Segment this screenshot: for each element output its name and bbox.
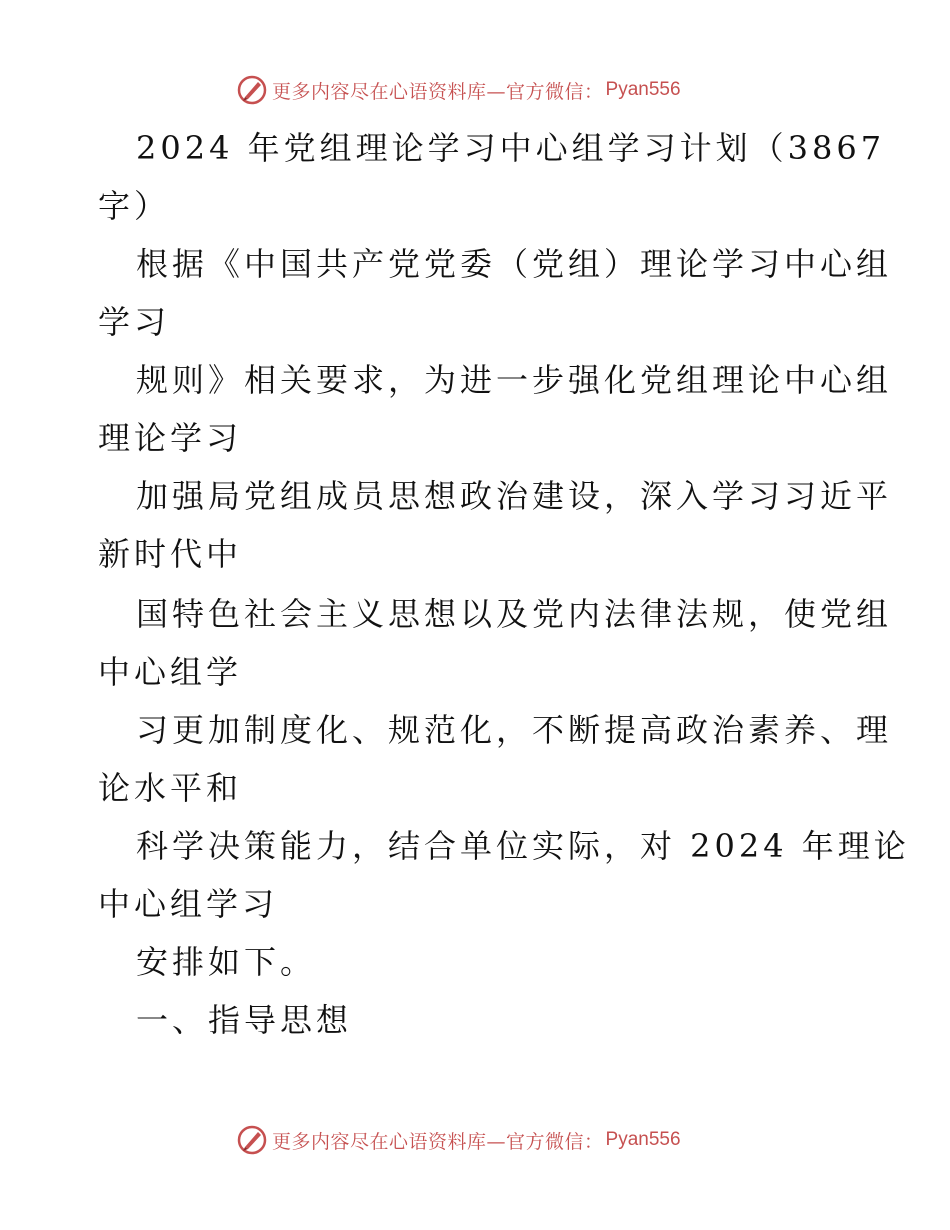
watermark-text: 更多内容尽在心语资料库—官方微信：: [272, 80, 604, 103]
paragraph-line: 加强局党组成员思想政治建设，深入学习习近平: [136, 477, 893, 515]
paragraph-line: 理论学习: [98, 419, 243, 457]
paragraph-line: 新时代中: [98, 535, 243, 573]
watermark-text: 更多内容尽在心语资料库—官方微信：: [272, 1130, 604, 1153]
pen-logo-icon: [236, 74, 268, 106]
pen-logo-icon: [236, 1124, 268, 1156]
document-title-line-2: 字）: [98, 187, 171, 225]
paragraph-line: 根据《中国共产党党委（党组）理论学习中心组: [136, 245, 893, 283]
paragraph-line: 习更加制度化、规范化，不断提高政治素养、理: [136, 711, 893, 749]
watermark-header: [236, 72, 681, 108]
paragraph-line: 论水平和: [98, 769, 243, 807]
document-title-line-1: 2024 年党组理论学习中心组学习计划（3867: [136, 129, 886, 167]
watermark-wechat-id: Pyan556: [605, 79, 681, 100]
paragraph-line: 规则》相关要求，为进一步强化党组理论中心组: [136, 361, 893, 399]
paragraph-line: 国特色社会主义思想以及党内法律法规，使党组: [136, 595, 893, 633]
paragraph-line: 科学决策能力，结合单位实际，对 2024 年理论: [136, 827, 910, 865]
paragraph-line: 中心组学习: [98, 885, 279, 923]
section-heading: 一、指导思想: [136, 1001, 353, 1039]
paragraph-line: 学习: [98, 303, 171, 341]
paragraph-line: 安排如下。: [136, 943, 317, 981]
watermark-wechat-id: Pyan556: [605, 1129, 681, 1150]
paragraph-line: 中心组学: [98, 653, 243, 691]
watermark-footer: [236, 1122, 681, 1158]
